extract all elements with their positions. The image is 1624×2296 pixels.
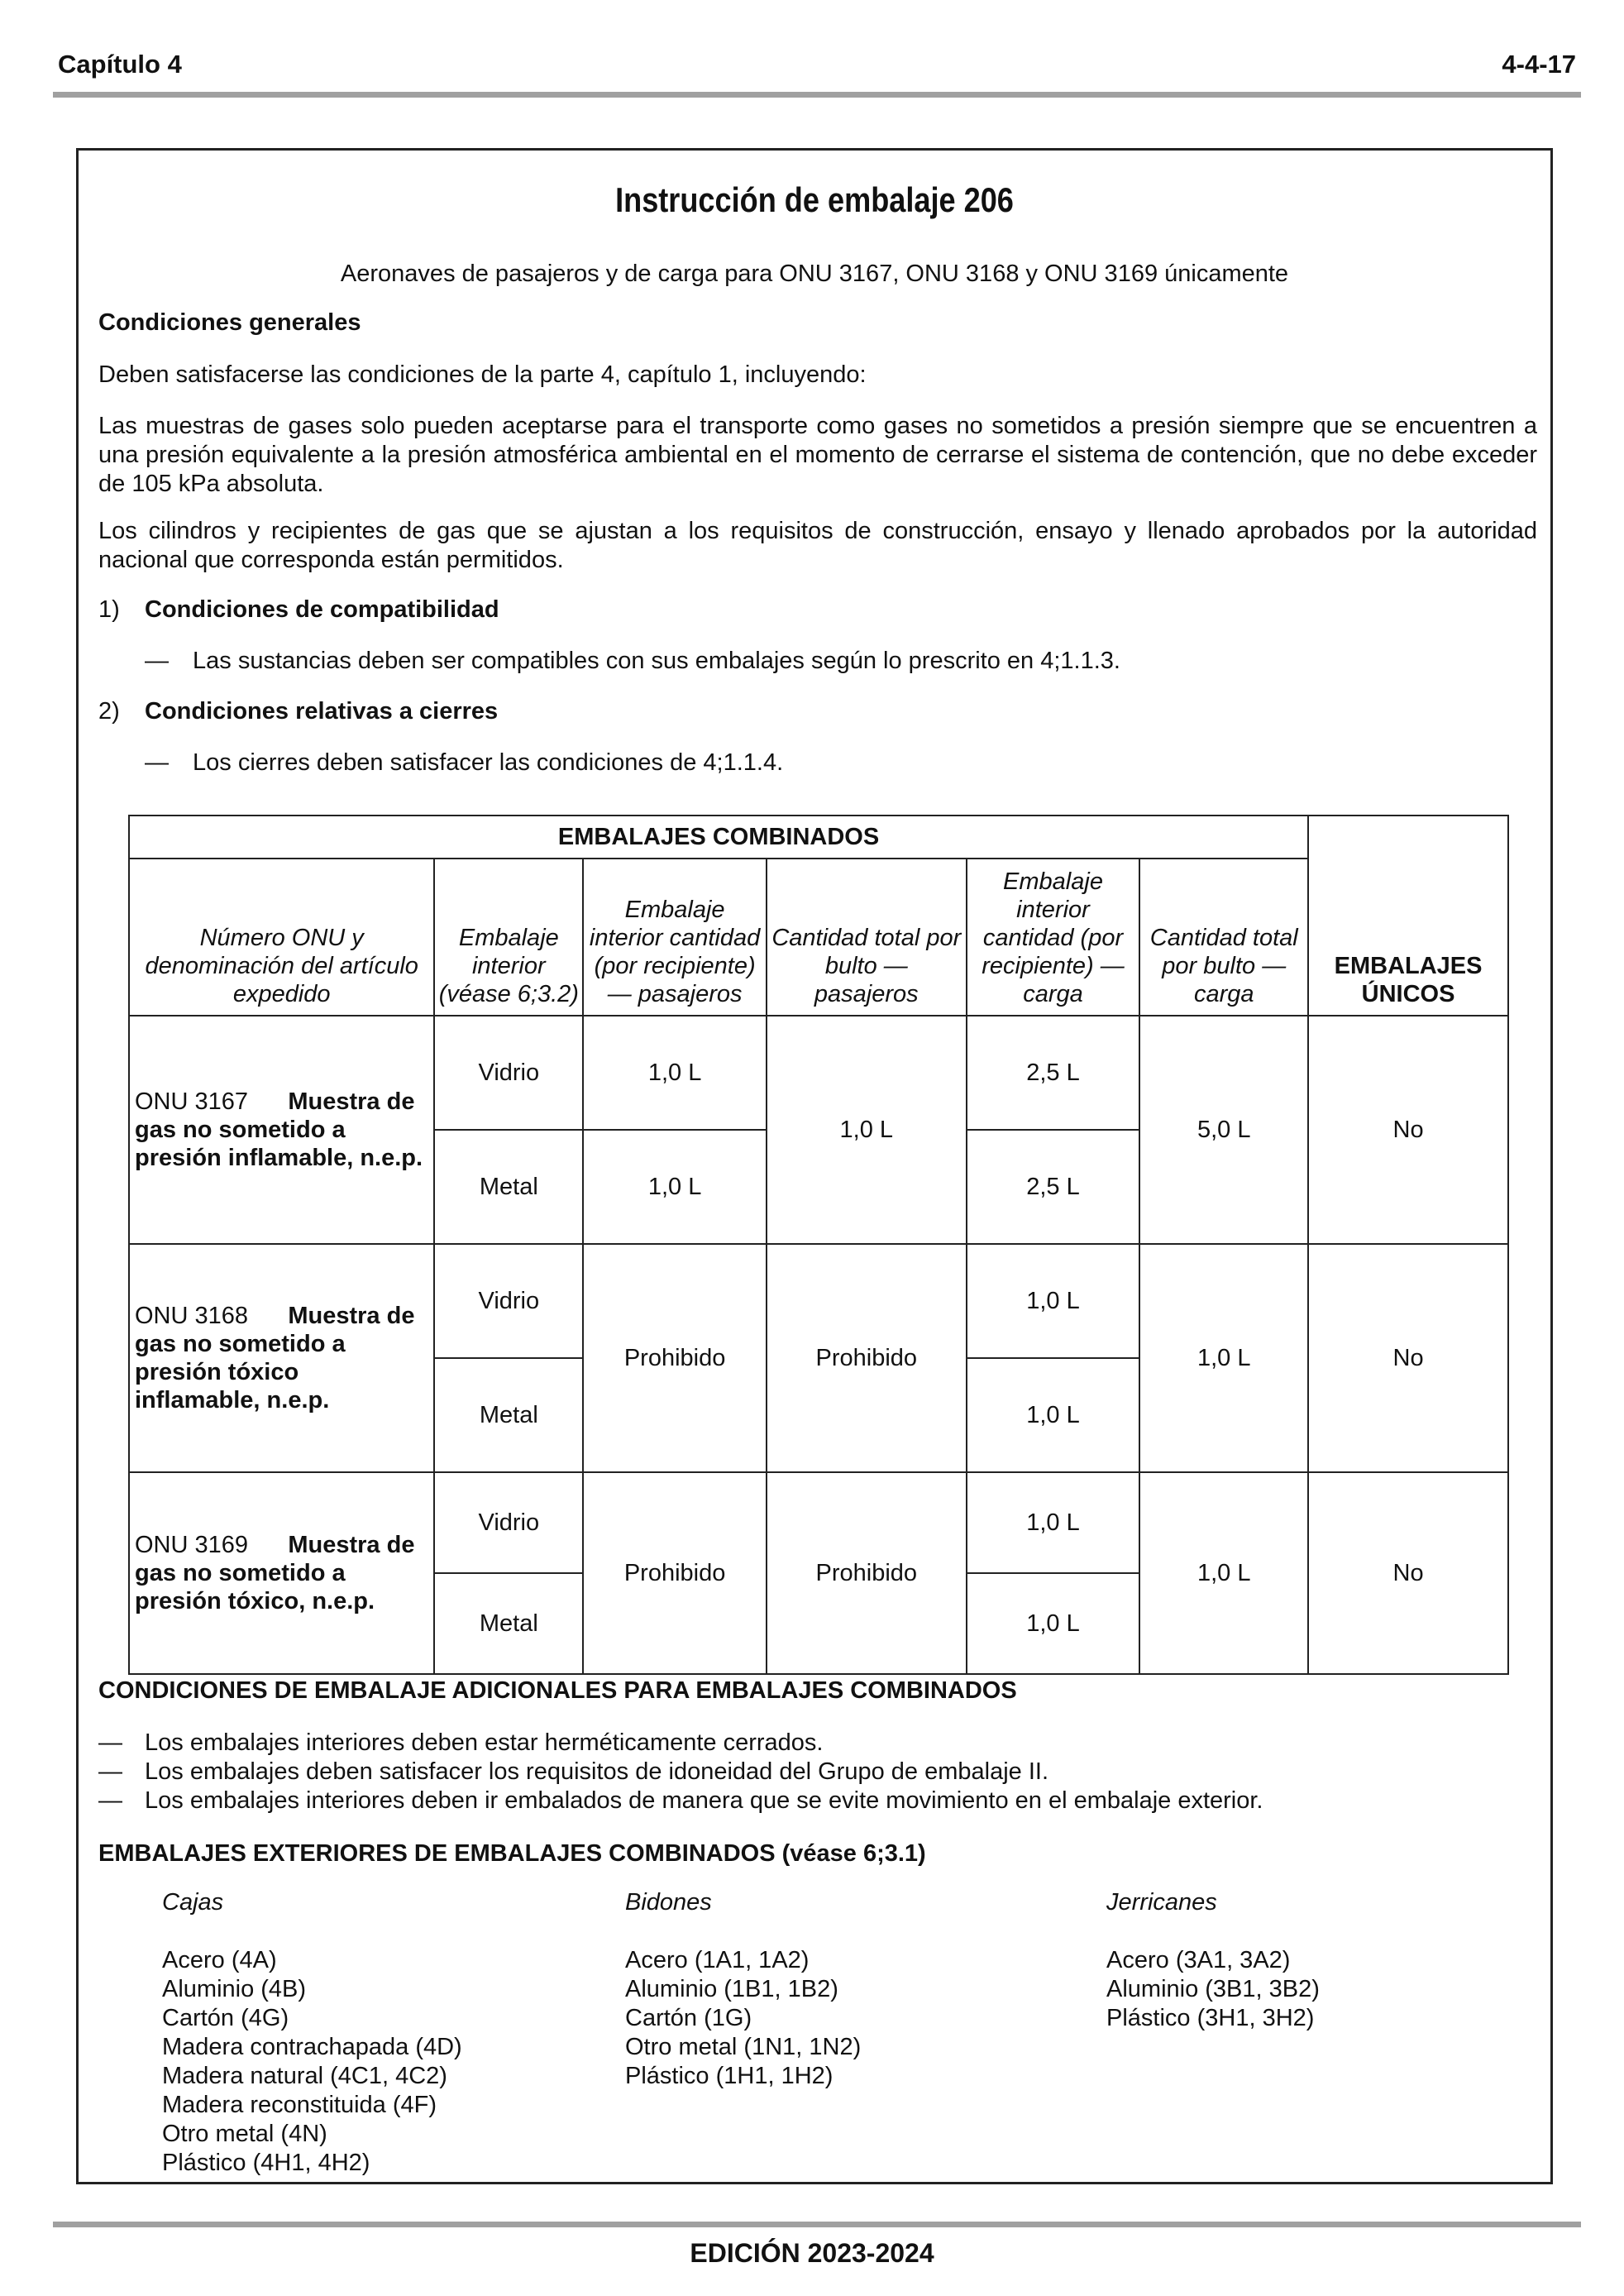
total-passenger: Prohibido xyxy=(767,1244,967,1472)
list-item: Aluminio (1B1, 1B2) xyxy=(625,1976,838,2002)
un-3167-cell xyxy=(129,1016,434,1244)
header-rule xyxy=(53,92,1581,98)
outer-heading: EMBALAJES EXTERIORES DE EMBALAJES COMBINADOS (véase 6;3.1) xyxy=(98,1840,926,1867)
article-name: Muestra de gas no sometido a presión tóxico inflamable, n.e.p. xyxy=(135,1303,415,1413)
list-item: Cartón (4G) xyxy=(162,2005,289,2031)
qty-cargo-metal: 1,0 L xyxy=(967,1358,1140,1472)
article-name: Muestra de gas no sometido a presión inflamable, n.e.p. xyxy=(135,1088,423,1171)
inner-glass: Vidrio xyxy=(434,1244,583,1358)
chapter-label: Capítulo 4 xyxy=(58,50,182,79)
edition-footer: EDICIÓN 2023-2024 xyxy=(690,2238,934,2268)
list-item: Acero (1A1, 1A2) xyxy=(625,1947,810,1973)
qty-passenger-glass: 1,0 L xyxy=(583,1016,767,1130)
additional-dash-1: — xyxy=(98,1729,122,1756)
list-item: Aluminio (3B1, 3B2) xyxy=(1106,1976,1320,2002)
outer-column-boxes xyxy=(162,1888,462,2178)
column-title: Bidones xyxy=(625,1889,712,1916)
qty-cargo-glass: 2,5 L xyxy=(967,1016,1140,1130)
single-packaging: No xyxy=(1308,1016,1508,1244)
inner-glass: Vidrio xyxy=(434,1472,583,1573)
qty-cargo-metal: 2,5 L xyxy=(967,1130,1140,1244)
packaging-table xyxy=(128,815,1509,1675)
total-passenger: 1,0 L xyxy=(767,1016,967,1244)
list-item: Plástico (4H1, 4H2) xyxy=(162,2150,370,2176)
qty-passenger-metal: 1,0 L xyxy=(583,1130,767,1244)
total-cargo: 5,0 L xyxy=(1139,1016,1308,1244)
list-item: Plástico (1H1, 1H2) xyxy=(625,2063,833,2089)
qty-passenger: Prohibido xyxy=(583,1244,767,1472)
list-item: Plástico (3H1, 3H2) xyxy=(1106,2005,1315,2031)
table-group-header-row xyxy=(129,816,1508,859)
condition-2-text: Los cierres deben satisfacer las condiciones de 4;1.1.4. xyxy=(193,749,784,776)
article-name: Muestra de gas no sometido a presión tóxico, n.e.p. xyxy=(135,1532,415,1614)
column-title: Jerricanes xyxy=(1106,1889,1217,1916)
un-number: ONU 3168 xyxy=(135,1303,249,1329)
outer-column-jerricans xyxy=(1106,1888,1320,2033)
single-packaging-header: EMBALAJES ÚNICOS xyxy=(1308,816,1508,1016)
column-title: Cajas xyxy=(162,1889,224,1916)
additional-heading: CONDICIONES DE EMBALAJE ADICIONALES PARA EMBALAJES COMBINADOS xyxy=(98,1677,1017,1704)
qty-passenger: Prohibido xyxy=(583,1472,767,1674)
instruction-box xyxy=(76,148,1553,2184)
list-item: Madera reconstituida (4F) xyxy=(162,2092,437,2118)
un-number: ONU 3167 xyxy=(135,1088,249,1115)
list-item: Aluminio (4B) xyxy=(162,1976,307,2002)
table-column-header-row xyxy=(129,859,1508,1016)
total-cargo: 1,0 L xyxy=(1139,1244,1308,1472)
condition-1-dash: — xyxy=(145,648,169,674)
outer-column-drums xyxy=(625,1888,861,2091)
general-intro: Deben satisfacerse las condiciones de la parte 4, capítulo 1, incluyendo: xyxy=(98,361,867,388)
inner-metal: Metal xyxy=(434,1130,583,1244)
condition-2-number: 2) xyxy=(98,698,120,725)
header-total-passenger: Cantidad total por bulto — pasajeros xyxy=(767,859,967,1016)
single-packaging: No xyxy=(1308,1244,1508,1472)
un-3169-cell xyxy=(129,1472,434,1674)
header-inner-qty-passenger: Embalaje interior cantidad (por recipiente) — pasajeros xyxy=(583,859,767,1016)
un-3168-cell xyxy=(129,1244,434,1472)
additional-dash-2: — xyxy=(98,1758,122,1785)
general-paragraph-2: Los cilindros y recipientes de gas que se ajustan a los requisitos de construcción, ensayo y llenado aprobados por la autoridad nacional que corresponda están permitidos. xyxy=(98,518,1537,573)
general-paragraph-1: Las muestras de gases solo pueden aceptarse para el transporte como gases no sometidos a presión siempre que se encuentren a una presión equivalente a la presión atmosférica ambiental en el momento de cerrarse el sistema de contención, que no debe exceder de 105 kPa absoluta. xyxy=(98,413,1537,497)
condition-1-number: 1) xyxy=(98,596,120,623)
additional-item-3: Los embalajes interiores deben ir embalados de manera que se evite movimiento en el embalaje exterior. xyxy=(145,1787,1263,1814)
condition-2-heading: Condiciones relativas a cierres xyxy=(145,698,499,725)
inner-metal: Metal xyxy=(434,1573,583,1674)
subtitle: Aeronaves de pasajeros y de carga para ONU 3167, ONU 3168 y ONU 3169 únicamente xyxy=(340,261,1289,287)
list-item: Otro metal (4N) xyxy=(162,2121,327,2147)
list-item: Madera natural (4C1, 4C2) xyxy=(162,2063,447,2089)
table-row xyxy=(129,1244,1508,1358)
list-item: Acero (4A) xyxy=(162,1947,277,1973)
condition-1-heading: Condiciones de compatibilidad xyxy=(145,596,499,623)
footer-rule xyxy=(53,2222,1581,2227)
combined-packaging-header: EMBALAJES COMBINADOS xyxy=(129,816,1308,859)
condition-2-dash: — xyxy=(145,749,169,776)
qty-cargo-glass: 1,0 L xyxy=(967,1244,1140,1358)
condition-1-text: Las sustancias deben ser compatibles con sus embalajes según lo prescrito en 4;1.1.3. xyxy=(193,648,1120,674)
additional-item-2: Los embalajes deben satisfacer los requisitos de idoneidad del Grupo de embalaje II. xyxy=(145,1758,1049,1785)
qty-cargo-metal: 1,0 L xyxy=(967,1573,1140,1674)
list-item: Madera contrachapada (4D) xyxy=(162,2034,462,2060)
general-heading: Condiciones generales xyxy=(98,309,361,336)
page-number: 4-4-17 xyxy=(1502,50,1576,79)
header-inner-qty-cargo: Embalaje interior cantidad (por recipiente) — carga xyxy=(967,859,1140,1016)
additional-item-1: Los embalajes interiores deben estar herméticamente cerrados. xyxy=(145,1729,824,1756)
single-packaging: No xyxy=(1308,1472,1508,1674)
instruction-title: Instrucción de embalaje 206 xyxy=(615,180,1014,219)
header-total-cargo: Cantidad total por bulto — carga xyxy=(1139,859,1308,1016)
list-item: Otro metal (1N1, 1N2) xyxy=(625,2034,862,2060)
total-cargo: 1,0 L xyxy=(1139,1472,1308,1674)
inner-glass: Vidrio xyxy=(434,1016,583,1130)
table-row xyxy=(129,1016,1508,1130)
list-item: Acero (3A1, 3A2) xyxy=(1106,1947,1291,1973)
inner-metal: Metal xyxy=(434,1358,583,1472)
header-inner-packaging: Embalaje interior (véase 6;3.2) xyxy=(434,859,583,1016)
un-number: ONU 3169 xyxy=(135,1532,249,1558)
table-row xyxy=(129,1472,1508,1573)
list-item: Cartón (1G) xyxy=(625,2005,752,2031)
qty-cargo-glass: 1,0 L xyxy=(967,1472,1140,1573)
total-passenger: Prohibido xyxy=(767,1472,967,1674)
additional-dash-3: — xyxy=(98,1787,122,1814)
header-un-number: Número ONU y denominación del artículo expedido xyxy=(129,859,434,1016)
